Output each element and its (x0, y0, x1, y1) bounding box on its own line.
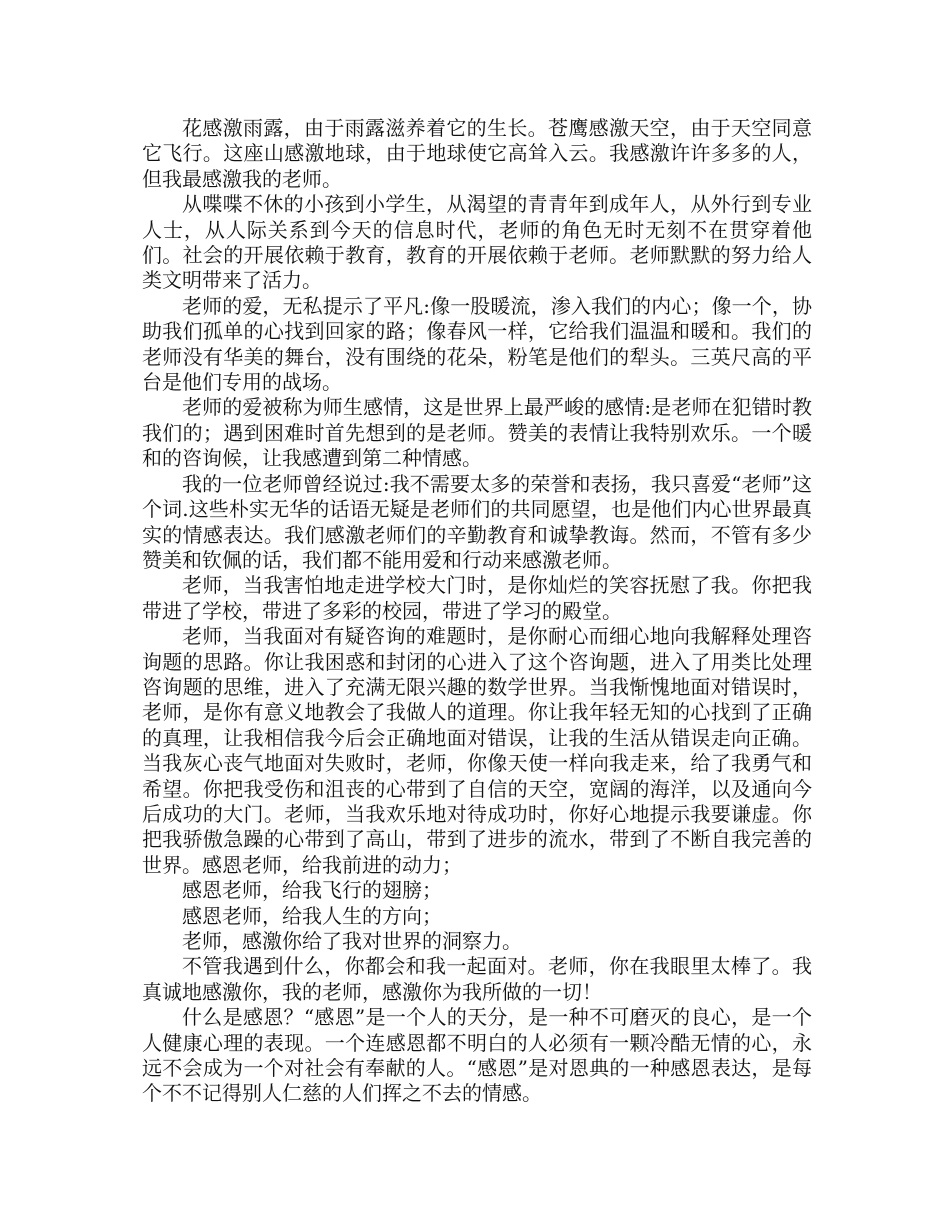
paragraph-7: 老师，当我面对有疑咨询的难题时，是你耐心而细心地向我解释处理咨询题的思路。你让我困惑和封闭的心进入了这个咨询题，进入了用类比处理咨询题的思维，进入了充满无限兴趣的数学世界。当我惭愧地面对错误时，老师，是你有意义地教会了我做人的道理。你让我年轻无知的心找到了正确的真理，让我相信我今后会正确地面对错误，让我的生活从错误走向正确。当我灰心丧气地面对失败时，老师，你像天使一样向我走来，给了我勇气和希望。你把我受伤和沮丧的心带到了自信的天空，宽阔的海洋，以及通向今后成功的大门。老师，当我欢乐地对待成功时，你好心地提示我要谦虚。你把我骄傲急躁的心带到了高山，带到了进步的流水，带到了不断自我完善的世界。感恩老师，给我前进的动力； (142, 624, 812, 877)
paragraph-9: 感恩老师，给我人生的方向； (182, 903, 442, 928)
paragraph-1: 花感激雨露，由于雨露滋养着它的生长。苍鹰感激天空，由于天空同意它飞行。这座山感激地球，由于地球使它高耸入云。我感激许许多多的人，但我最感激我的老师。 (142, 116, 812, 191)
paragraph-3: 老师的爱，无私提示了平凡:像一股暖流，渗入我们的内心；像一个，协助我们孤单的心找到回家的路；像春风一样，它给我们温温和暖和。我们的老师没有华美的舞台，没有围绕的花朵，粉笔是他们的犁头。三英尺高的平台是他们专用的战场。 (142, 293, 812, 395)
paragraph-8: 感恩老师，给我飞行的翅膀； (182, 878, 442, 903)
paragraph-10: 老师，感激你给了我对世界的洞察力。 (182, 929, 522, 953)
paragraph-5: 我的一位老师曾经说过:我不需要太多的荣誉和表扬，我只喜爱“老师”这个词.这些朴实无华的话语无疑是老师们的共同愿望，也是他们内心世界最真实的情感表达。我们感激老师们的辛勤教育和诚挚教诲。然而，不管有多少赞美和钦佩的话，我们都不能用爱和行动来感激老师。 (142, 471, 812, 572)
paragraph-12: 什么是感恩？“感恩”是一个人的天分，是一种不可磨灭的良心，是一个人健康心理的表现。一个连感恩都不明白的人必须有一颗冷酷无情的心，永远不会成为一个对社会有奉献的人。“感恩”是对恩典的一种感恩表达，是每个不不记得别人仁慈的人们挥之不去的情感。 (142, 1005, 812, 1106)
document-body (142, 116, 812, 1107)
paragraph-4: 老师的爱被称为师生感情，这是世界上最严峻的感情:是老师在犯错时教我们的；遇到困难时首先想到的是老师。赞美的表情让我特别欢乐。一个暖和的咨询候，让我感遭到第二种情感。 (142, 395, 812, 471)
paragraph-2: 从喋喋不休的小孩到小学生，从渴望的青青年到成年人，从外行到专业人士，从人际关系到今天的信息时代，老师的角色无时无刻不在贯穿着他们。社会的开展依赖于教育，教育的开展依赖于老师。老师默默的努力给人类文明带来了活力。 (142, 192, 812, 293)
paragraph-11: 不管我遇到什么，你都会和我一起面对。老师，你在我眼里太棒了。我真诚地感激你，我的老师，感激你为我所做的一切！ (142, 954, 812, 1004)
paragraph-6: 老师，当我害怕地走进学校大门时，是你灿烂的笑容抚慰了我。你把我带进了学校，带进了多彩的校园，带进了学习的殿堂。 (142, 573, 812, 623)
